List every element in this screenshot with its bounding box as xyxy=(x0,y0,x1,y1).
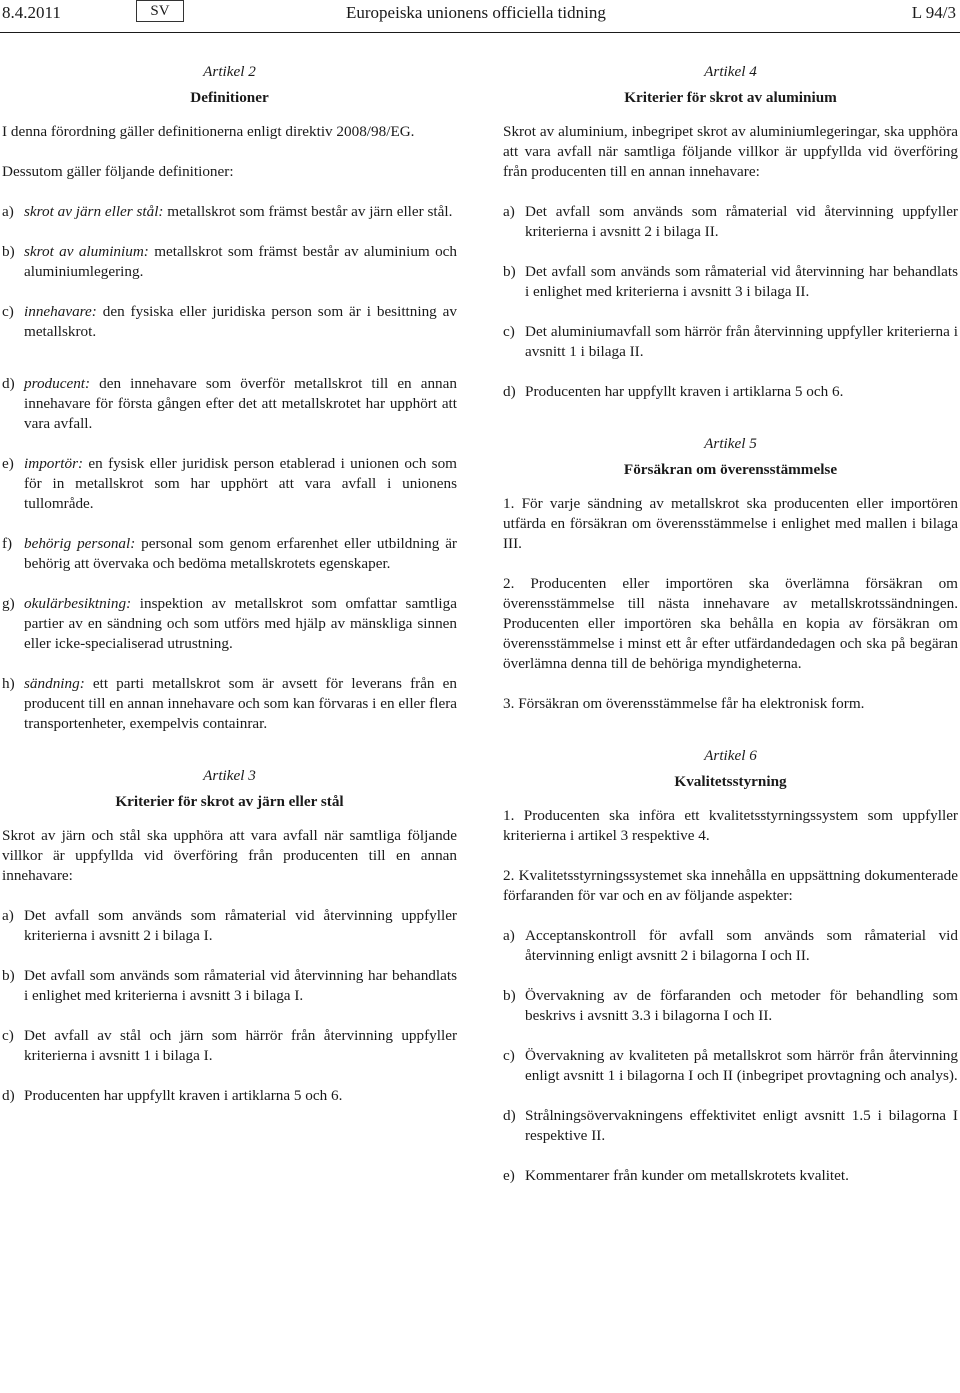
article-4-item-a: a) Det avfall som används som råmaterial vid återvinning uppfyller kriterierna i avsnitt 2 i bilaga II. xyxy=(503,203,958,240)
article-2-title: Definitioner xyxy=(190,89,269,106)
article-4-number: Artikel 4 xyxy=(704,63,757,80)
definition-term: innehavare: xyxy=(24,303,97,320)
article-4-item-c: c) Det aluminiumavfall som härrör från återvinning uppfyller kriterierna i avsnitt 1 i bilaga II. xyxy=(503,323,958,360)
definition-term: producent: xyxy=(24,375,91,392)
article-6-item-a: a) Acceptanskontroll för avfall som används som råmaterial vid återvinning enligt avsnitt 2 i bilagorna I och II. xyxy=(503,927,958,964)
article-2-intro2: Dessutom gäller följande definitioner: xyxy=(2,163,234,180)
definition-c: c) innehavare: den fysiska eller juridiska person som är i besittning av metallskrot. xyxy=(2,303,457,340)
article-3-number: Artikel 3 xyxy=(203,767,256,784)
definition-f: f) behörig personal: personal som genom erfarenhet eller utbildning är behörig att övervaka och bedöma metallskrotets egenskaper. xyxy=(2,535,457,572)
article-6-para-1: 1. Producenten ska införa ett kvalitetsstyrningssystem som uppfyller kriterierna i artikel 3 respektive 4. xyxy=(503,807,958,844)
article-4-item-b: b) Det avfall som används som råmaterial vid återvinning har behandlats i enlighet med kriterierna i avsnitt 3 i bilaga II. xyxy=(503,263,958,300)
definition-e: e) importör: en fysisk eller juridisk person etablerad i unionen och som för in metallskrot som har upphört att vara avfall i unionens tullområde. xyxy=(2,455,457,512)
article-6-para-2: 2. Kvalitetsstyrningssystemet ska innehålla en uppsättning dokumenterade förfaranden för var och en av följande aspekter: xyxy=(503,867,958,904)
journal-title: Europeiska unionens officiella tidning xyxy=(346,3,606,22)
definition-g: g) okulärbesiktning: inspektion av metallskrot som omfattar samtliga partier av en sändning och som utförs med hjälp av mänskliga sinnen eller icke-specialiserad utrustning. xyxy=(2,595,457,652)
article-2-number: Artikel 2 xyxy=(203,63,256,80)
definition-term: importör: xyxy=(24,455,84,472)
article-6-title: Kvalitetsstyrning xyxy=(674,773,787,790)
page-header xyxy=(0,0,960,28)
article-6-item-c: c) Övervakning av kvaliteten på metallskrot som härrör från återvinning enligt avsnitt 1 i bilagorna I och II (inbegripet provtagning och analys). xyxy=(503,1047,958,1084)
article-5-para-3: 3. Försäkran om överensstämmelse får ha elektronisk form. xyxy=(503,695,865,712)
definition-a: a) skrot av järn eller stål: metallskrot som främst består av järn eller stål. xyxy=(2,203,453,220)
definition-term: sändning: xyxy=(24,675,85,692)
definition-h: h) sändning: ett parti metallskrot som är avsett för leverans från en producent till en annan innehavare och som kan förvaras i en eller flera transportenheter, exempelvis containrar. xyxy=(2,675,457,732)
definition-term: skrot av aluminium: xyxy=(24,243,149,260)
article-5-title: Försäkran om överensstämmelse xyxy=(623,461,838,478)
header-rule xyxy=(0,32,960,33)
article-4-intro: Skrot av aluminium, inbegripet skrot av aluminiumlegeringar, ska upphöra att vara avfall när samtliga följande villkor är uppfyllda vid överföring från producenten till en annan innehavare: xyxy=(503,123,958,180)
article-3-item-d: d) Producenten har uppfyllt kraven i artiklarna 5 och 6. xyxy=(2,1087,343,1104)
article-4-title: Kriterier för skrot av aluminium xyxy=(624,89,837,106)
publication-date: 8.4.2011 xyxy=(2,3,61,22)
article-5-para-2: 2. Producenten eller importören ska överlämna försäkran om överensstämmelse till nästa innehavare av metallskrotssändningen. Producenten eller importören ska behålla en kopia av försäkran om överensstämmelse i minst ett år efter utfärdandedagen och ska på begäran överlämna denna till de behöriga myndigheterna. xyxy=(503,575,958,672)
article-6-item-b: b) Övervakning av de förfaranden och metoder för behandling som beskrivs i avsnitt 3.3 i bilagorna I och II. xyxy=(503,987,958,1024)
left-column xyxy=(2,62,457,1106)
language-code-box: SV xyxy=(136,0,184,22)
article-6-number: Artikel 6 xyxy=(704,747,757,764)
definition-d: d) producent: den innehavare som överför metallskrot till en annan innehavare för första gången efter det att metallskrotet har upphört att vara avfall. xyxy=(2,375,457,432)
article-6-item-d: d) Strålningsövervakningens effektivitet enligt avsnitt 1.5 i bilagorna I respektive II. xyxy=(503,1107,958,1144)
article-3-intro: Skrot av järn och stål ska upphöra att vara avfall när samtliga följande villkor är uppfyllda vid överföring från producenten till en annan innehavare: xyxy=(2,827,457,884)
article-5-number: Artikel 5 xyxy=(704,435,757,452)
page-reference: L 94/3 xyxy=(911,3,956,22)
article-3-title: Kriterier för skrot av järn eller stål xyxy=(115,793,344,810)
definition-b: b) skrot av aluminium: metallskrot som främst består av aluminium och aluminiumlegering. xyxy=(2,243,457,280)
definition-term: skrot av järn eller stål: xyxy=(24,203,164,220)
definition-term: okulärbesiktning: xyxy=(24,595,132,612)
right-column xyxy=(503,62,958,1186)
definition-term: behörig personal: xyxy=(24,535,136,552)
article-2-intro: I denna förordning gäller definitionerna enligt direktiv 2008/98/EG. xyxy=(2,123,415,140)
article-3-item-b: b) Det avfall som används som råmaterial vid återvinning har behandlats i enlighet med kriterierna i avsnitt 3 i bilaga I. xyxy=(2,967,457,1004)
article-5-para-1: 1. För varje sändning av metallskrot ska producenten eller importören utfärda en försäkran om överensstämmelse i enlighet med mallen i bilaga III. xyxy=(503,495,958,552)
article-3-item-c: c) Det avfall av stål och järn som härrör från återvinning uppfyller kriterierna i avsnitt 1 i bilaga I. xyxy=(2,1027,457,1064)
article-4-item-d: d) Producenten har uppfyllt kraven i artiklarna 5 och 6. xyxy=(503,383,844,400)
article-6-item-e: e) Kommentarer från kunder om metallskrotets kvalitet. xyxy=(503,1167,849,1184)
article-3-item-a: a) Det avfall som används som råmaterial vid återvinning uppfyller kriterierna i avsnitt 2 i bilaga I. xyxy=(2,907,457,944)
